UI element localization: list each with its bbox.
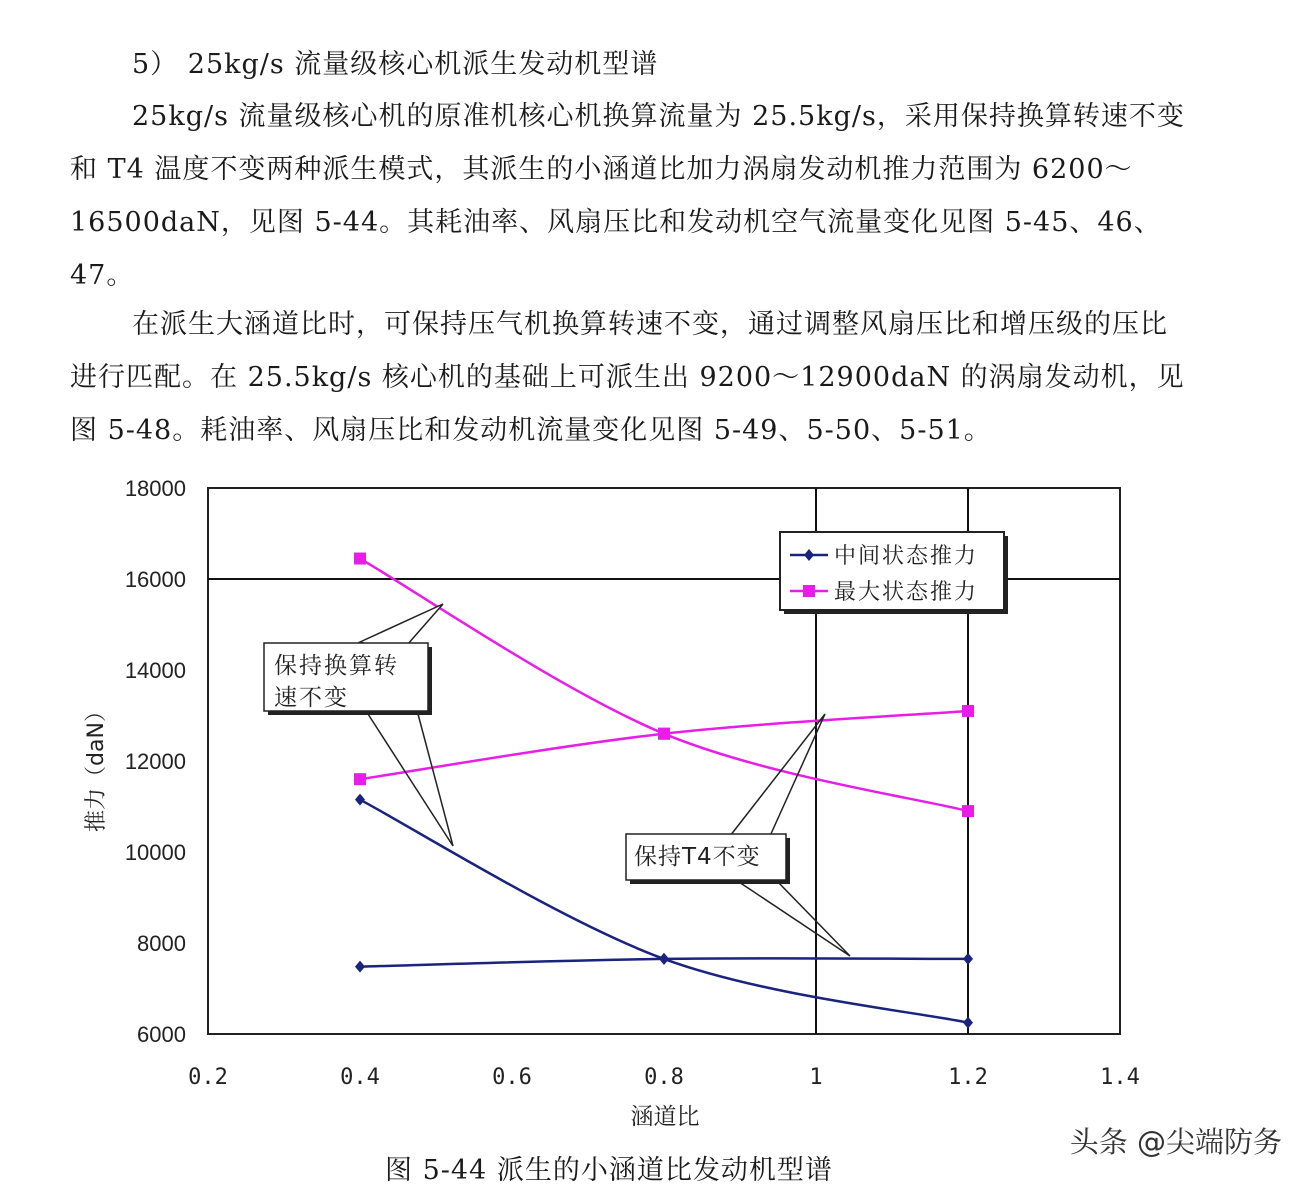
x-tick-label: 0.2	[188, 1065, 228, 1090]
y-tick-label: 10000	[124, 840, 186, 865]
callout-text: 保持T4不变	[634, 844, 761, 870]
x-axis-label: 涵道比	[630, 1104, 700, 1130]
thrust-chart	[0, 460, 1312, 1150]
data-point-square	[962, 805, 974, 817]
data-point-diamond	[963, 953, 973, 965]
y-tick-label: 14000	[124, 658, 186, 683]
callout-text: 保持换算转	[274, 653, 399, 679]
legend-label: 中间状态推力	[834, 544, 979, 569]
callout-pointer	[368, 714, 453, 846]
callout-pointer	[730, 714, 825, 836]
legend-marker	[803, 585, 815, 597]
figure-caption: 图 5-44 派生的小涵道比发动机型谱	[385, 1155, 833, 1186]
chart-series	[354, 553, 974, 1029]
data-point-diamond	[355, 961, 365, 973]
series-line	[360, 800, 968, 1023]
data-point-square	[354, 553, 366, 565]
x-tick-label: 0.6	[492, 1065, 532, 1090]
data-point-diamond	[659, 953, 669, 965]
x-tick-label: 1	[809, 1065, 823, 1090]
chart-annotations	[264, 604, 850, 956]
y-tick-label: 18000	[124, 476, 186, 501]
y-tick-label: 12000	[124, 749, 186, 774]
x-tick-label: 0.4	[340, 1065, 380, 1090]
data-point-diamond	[963, 1017, 973, 1029]
y-axis-label: 推力（daN）	[84, 700, 109, 832]
paragraph-2: 在派生大涵道比时，可保持压气机换算转速不变，通过调整风扇压比和增压级的压比进行匹配。在 25.5kg/s 核心机的基础上可派生出 9200～12900daN 的涡扇发动机，见图 5-48。耗油率、风扇压比和发动机流量变化见图 5-49、5-50、5-51。	[70, 309, 1185, 446]
paragraph-1: 25kg/s 流量级核心机的原准机核心机换算流量为 25.5kg/s，采用保持换算转速不变和 T4 温度不变两种派生模式，其派生的小涵道比加力涡扇发动机推力范围为 6200～16500daN，见图 5-44。其耗油率、风扇压比和发动机空气流量变化见图 5-45、46、47。	[70, 101, 1185, 291]
data-point-square	[962, 705, 974, 717]
x-tick-label: 1.2	[948, 1065, 988, 1090]
y-tick-label: 8000	[137, 931, 186, 956]
callout-pointer	[736, 880, 850, 956]
series-line	[360, 711, 968, 779]
watermark: 头条 @尖端防务	[1069, 1125, 1282, 1159]
y-tick-label: 6000	[137, 1022, 186, 1047]
data-point-square	[658, 728, 670, 740]
x-tick-label: 1.4	[1100, 1065, 1140, 1090]
x-tick-label: 0.8	[644, 1065, 684, 1090]
chart-legend	[780, 532, 1008, 614]
data-point-diamond	[355, 794, 365, 806]
callout-text: 速不变	[274, 685, 349, 711]
legend-label: 最大状态推力	[834, 580, 979, 605]
y-tick-label: 16000	[124, 567, 186, 592]
data-point-square	[354, 773, 366, 785]
section-heading: 5） 25kg/s 流量级核心机派生发动机型谱	[132, 49, 659, 80]
